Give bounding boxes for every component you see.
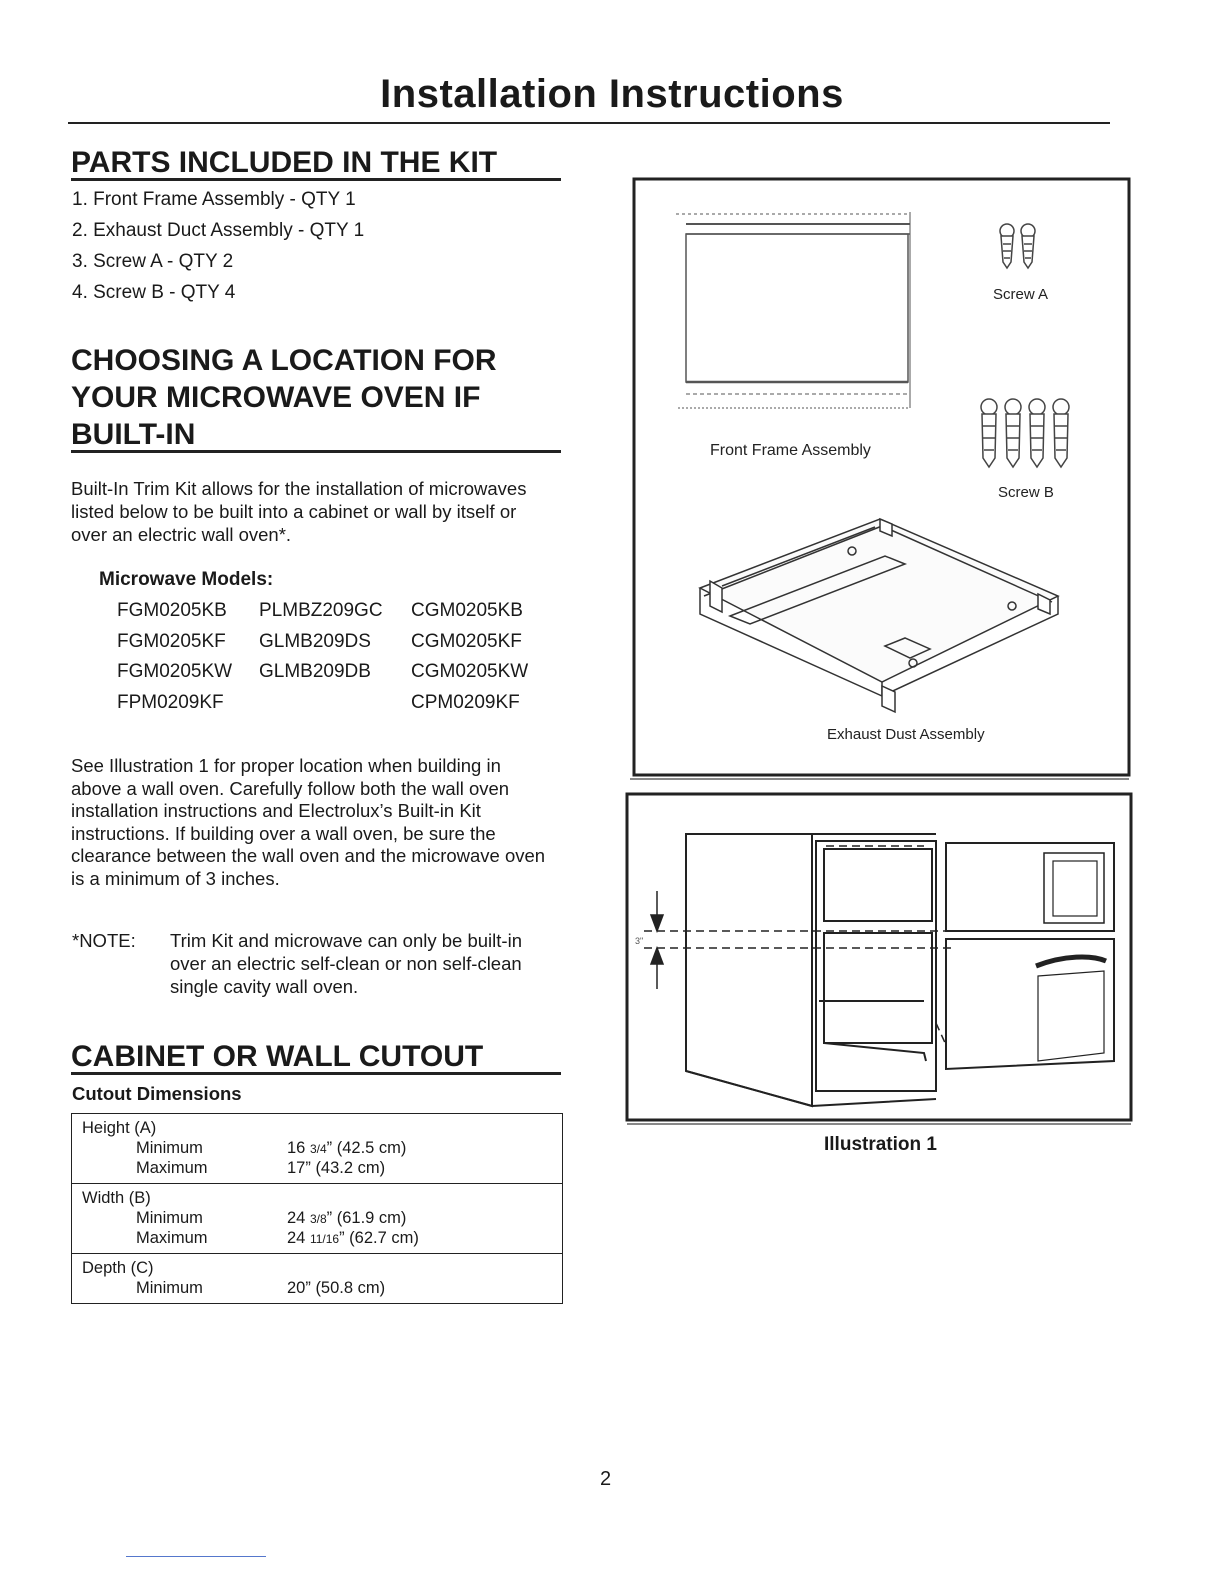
dim-value: 16 3/4” (42.5 cm)	[287, 1139, 407, 1157]
parts-item: 3. Screw A - QTY 2	[72, 251, 234, 272]
cabinet-drawing	[686, 834, 936, 1106]
dim-group-title: Height (A)	[82, 1119, 157, 1137]
location-heading-line-3: BUILT-IN	[71, 418, 196, 451]
parts-heading: PARTS INCLUDED IN THE KIT	[71, 146, 498, 179]
model-number: CGM0205KF	[411, 631, 522, 652]
page-title: Installation Instructions	[380, 72, 844, 116]
page-number: 2	[600, 1468, 612, 1490]
note-line: over an electric self-clean or non self-clean	[170, 953, 522, 974]
dim-value: 24 11/16” (62.7 cm)	[287, 1229, 419, 1247]
screw-a-label: Screw A	[993, 286, 1049, 303]
cutout-dimensions-table	[71, 1113, 563, 1304]
dim-group-depth	[72, 1254, 562, 1303]
front-frame-label: Front Frame Assembly	[710, 442, 871, 459]
screw-b-label: Screw B	[998, 484, 1054, 501]
intro-line: over an electric wall oven*.	[71, 524, 292, 545]
model-number: CGM0205KB	[411, 600, 523, 621]
dim-group-width	[72, 1184, 562, 1254]
model-number: GLMB209DS	[259, 631, 371, 652]
intro-line: Built-In Trim Kit allows for the installation of microwaves	[71, 478, 527, 499]
appliance-drawing	[946, 843, 1114, 1069]
model-number: CPM0209KF	[411, 692, 520, 713]
parts-item: 1. Front Frame Assembly - QTY 1	[72, 189, 356, 210]
dim-row	[72, 1228, 562, 1248]
illustration-figure	[624, 791, 1134, 1131]
exhaust-duct-drawing	[700, 519, 1058, 712]
dim-label: Maximum	[136, 1159, 208, 1177]
note-line: Trim Kit and microwave can only be built-in	[170, 930, 522, 951]
dim-group-title: Depth (C)	[82, 1259, 154, 1277]
cutout-heading-underline	[71, 1072, 561, 1075]
body-line: instructions. If building over a wall oven, be sure the	[71, 823, 496, 844]
screw-a-icons	[1000, 224, 1035, 268]
dim-row	[72, 1278, 562, 1298]
model-number: FGM0205KF	[117, 631, 226, 652]
dim-label: Minimum	[136, 1279, 203, 1297]
note-line: single cavity wall oven.	[170, 976, 359, 997]
location-heading-line-1: CHOOSING A LOCATION FOR	[71, 344, 497, 377]
dim-group-title: Width (B)	[82, 1189, 151, 1207]
footer-rule	[126, 1556, 266, 1557]
dim-label: Maximum	[136, 1229, 208, 1247]
dim-label: Minimum	[136, 1139, 203, 1157]
parts-item: 2. Exhaust Duct Assembly - QTY 1	[72, 220, 365, 241]
model-number: FGM0205KW	[117, 661, 233, 682]
clearance-dimension: 3"	[635, 936, 644, 946]
intro-line: listed below to be built into a cabinet or wall by itself or	[71, 501, 517, 522]
body-line: installation instructions and Electrolux’s Built-in Kit	[71, 800, 481, 821]
title-divider	[68, 122, 1110, 124]
illustration-caption: Illustration 1	[824, 1134, 937, 1155]
dim-row	[72, 1208, 562, 1228]
body-line: is a minimum of 3 inches.	[71, 868, 280, 889]
screw-b-icons	[981, 399, 1069, 467]
location-heading-underline	[71, 450, 561, 453]
parts-heading-underline	[71, 178, 561, 181]
model-number: FPM0209KF	[117, 692, 224, 713]
parts-figure	[630, 176, 1135, 781]
body-line: See Illustration 1 for proper location when building in	[71, 755, 501, 776]
model-number: CGM0205KW	[411, 661, 529, 682]
body-line: above a wall oven. Carefully follow both the wall oven	[71, 778, 510, 799]
model-number: GLMB209DB	[259, 661, 371, 682]
exhaust-label: Exhaust Dust Assembly	[827, 726, 985, 743]
clearance-arrows	[651, 891, 663, 989]
front-frame-drawing	[676, 212, 910, 408]
dim-group-height	[72, 1114, 562, 1184]
parts-item: 4. Screw B - QTY 4	[72, 282, 236, 303]
note-label: *NOTE:	[72, 930, 136, 951]
body-line: clearance between the wall oven and the microwave oven	[71, 845, 546, 866]
dim-row	[72, 1138, 562, 1158]
dim-value: 20” (50.8 cm)	[287, 1279, 386, 1297]
dim-label: Minimum	[136, 1209, 203, 1227]
model-number: PLMBZ209GC	[259, 600, 383, 621]
dim-value: 17” (43.2 cm)	[287, 1159, 386, 1177]
models-heading: Microwave Models:	[99, 569, 274, 590]
cutout-heading: CABINET OR WALL CUTOUT	[71, 1040, 484, 1073]
dim-row	[72, 1158, 562, 1178]
location-heading-line-2: YOUR MICROWAVE OVEN IF	[71, 381, 481, 414]
cutout-subheading: Cutout Dimensions	[72, 1083, 242, 1104]
dim-value: 24 3/8” (61.9 cm)	[287, 1209, 407, 1227]
model-number: FGM0205KB	[117, 600, 227, 621]
